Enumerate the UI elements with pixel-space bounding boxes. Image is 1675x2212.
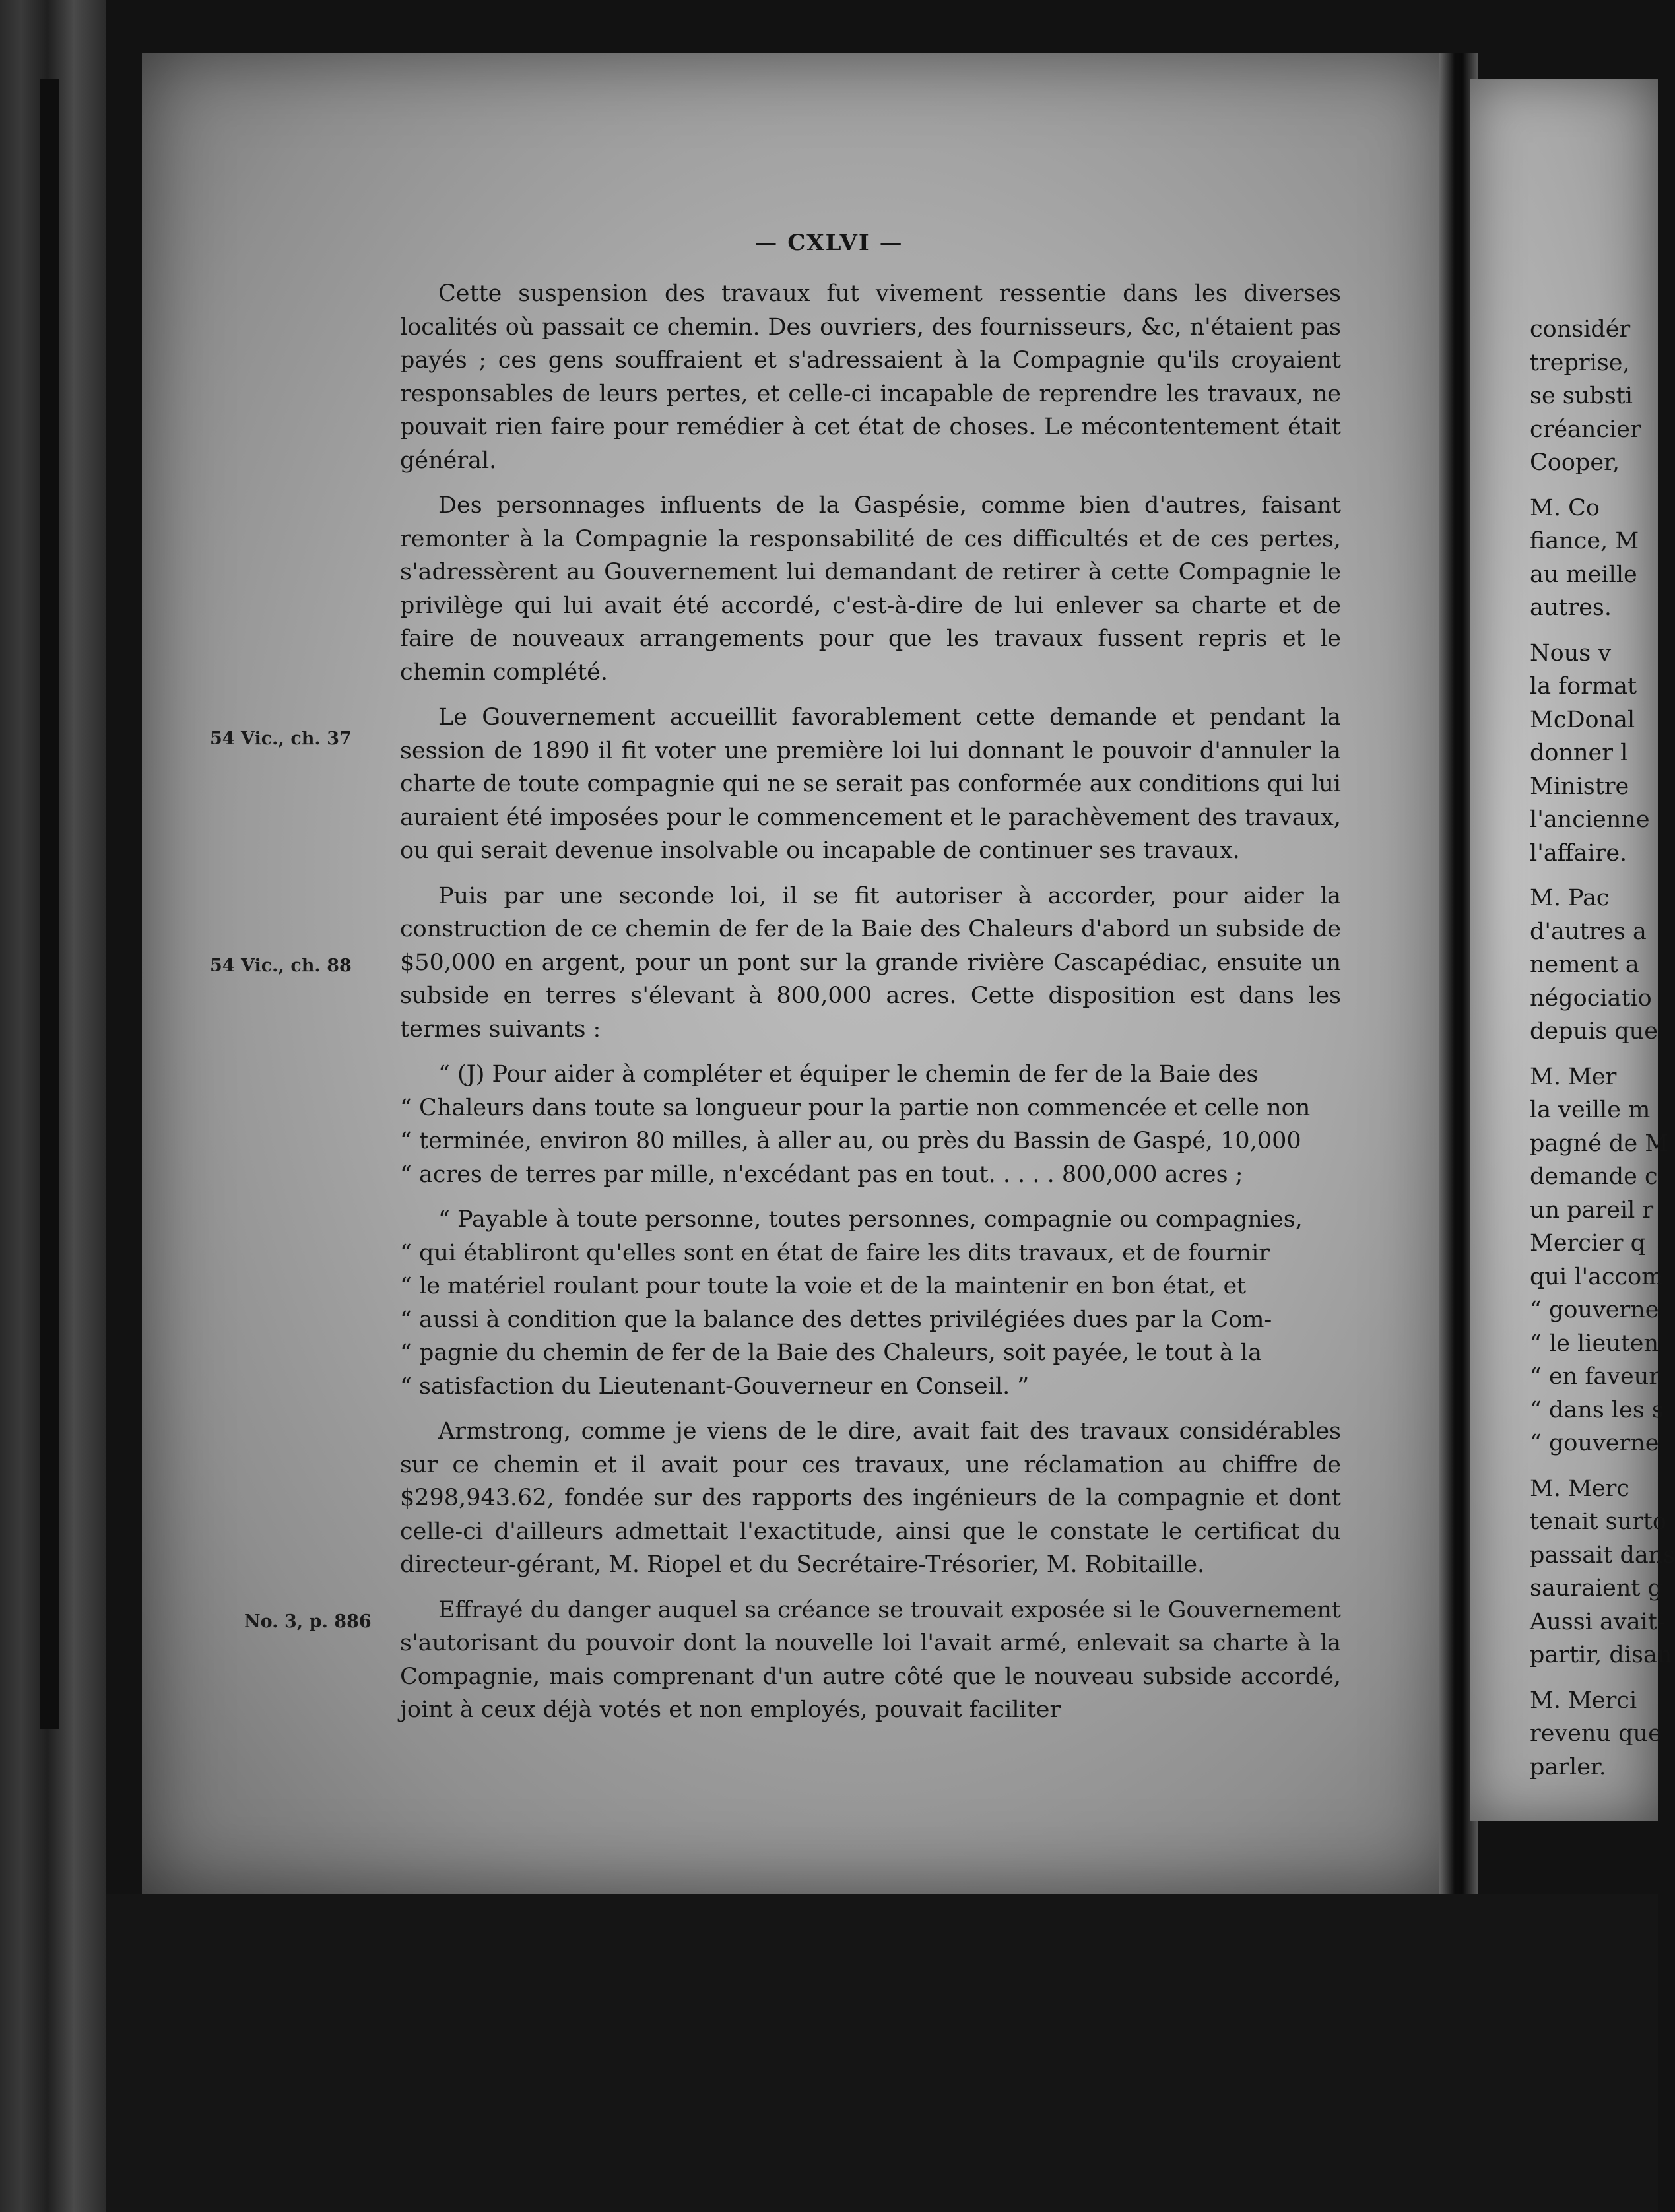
right-page-line: pagné de M [1530, 1130, 1669, 1157]
quote-line: “ qui établiront qu'elles sont en état de faire les dits travaux, et de fournir [400, 1239, 1270, 1266]
paragraph: Armstrong, comme je viens de le dire, avait fait des travaux considérables sur ce chemin et il avait pour ces travaux, une réclamation au chiffre de $298,943.62, fondée sur des rapports des ingénieurs de la compagnie et dont celle-ci d'ailleurs admettait l'exactitude, ainsi que le constate le certificat du directeur-gérant, M. Riopel et du Secrétaire-Trésorier, M. Robitaille. [400, 1418, 1341, 1578]
margin-note: No. 3, p. 886 [244, 1611, 372, 1632]
right-page-line: depuis que [1530, 1018, 1659, 1045]
right-page-line: revenu que [1530, 1720, 1662, 1747]
right-page-line: “ gouverne [1530, 1430, 1659, 1456]
right-page-line: Ministre [1530, 773, 1629, 800]
right-page-line: passait dans [1530, 1542, 1675, 1569]
film-edge-left [0, 0, 106, 2212]
quote-line: “ acres de terres par mille, n'excédant pas en tout. . . . . 800,000 acres ; [400, 1161, 1243, 1188]
right-page-line: Aussi avait- [1530, 1608, 1665, 1635]
right-page-line: demande c [1530, 1163, 1658, 1190]
quote-line: “ Chaleurs dans toute sa longueur pour la partie non commencée et celle non [400, 1094, 1311, 1121]
right-page-line: un pareil r [1530, 1196, 1654, 1223]
right-page-line: M. Pac [1530, 885, 1610, 911]
right-page-line: tenait surto [1530, 1509, 1666, 1535]
right-page-line: la format [1530, 673, 1637, 699]
paragraph-gap [1530, 1672, 1675, 1684]
quoted-law-paragraph [400, 1058, 1341, 1191]
quote-line: “ pagnie du chemin de fer de la Baie des Chaleurs, soit payée, le tout à la [400, 1340, 1262, 1366]
margin-note: 54 Vic., ch. 88 [210, 956, 352, 976]
paragraph-gap [1530, 870, 1675, 882]
right-page-line: nement a [1530, 952, 1639, 978]
right-page-body [1530, 313, 1675, 1784]
quote-line: “ satisfaction du Lieutenant-Gouverneur en Conseil. ” [400, 1373, 1030, 1400]
right-page-line: l'ancienne [1530, 806, 1650, 833]
right-page-line: “ en faveur [1530, 1363, 1660, 1390]
paragraph: Des personnages influents de la Gaspésie, comme bien d'autres, faisant remonter à la Compagnie la responsabilité de ces difficultés et de ces pertes, s'adressèrent au Gouvernement lui demandant de retirer à cette Compagnie le privilège qui lui avait été accordé, c'est-à-dire de lui enlever sa charte et de faire de nouveaux arrangements pour que les travaux fussent repris et le chemin complété. [400, 492, 1341, 686]
right-page-line: M. Co [1530, 494, 1600, 521]
right-page-line: la veille m [1530, 1097, 1651, 1123]
right-page-line: l'affaire. [1530, 839, 1627, 866]
quote-line: “ Payable à toute personne, toutes personnes, compagnie ou compagnies, [438, 1206, 1303, 1233]
right-page-line: “ dans les s [1530, 1396, 1664, 1423]
right-page-line: sauraient g [1530, 1575, 1663, 1602]
right-page-line: “ gouverne [1530, 1297, 1659, 1323]
right-page-line: autres. [1530, 595, 1612, 621]
paragraph: Le Gouvernement accueillit favorablement cette demande et pendant la session de 1890 il fit voter une première loi lui donnant le pouvoir d'annuler la charte de toute compagnie qui ne se serait pas conformée aux conditions qui lui auraient été imposées pour le commencement et le parachèvement des travaux, ou qui serait devenue insolvable ou incapable de continuer ses travaux. [400, 704, 1341, 864]
margin-note: 54 Vic., ch. 37 [210, 729, 352, 749]
right-page-line: fiance, M [1530, 528, 1639, 554]
right-page-line: parler. [1530, 1753, 1606, 1780]
right-page-line: Cooper, [1530, 449, 1620, 476]
right-page-line: se substi [1530, 383, 1633, 409]
left-page-body [400, 277, 1341, 1739]
right-page-line: créancier [1530, 416, 1641, 443]
paragraph-gap [1530, 1049, 1675, 1060]
right-page-line: donner l [1530, 740, 1628, 766]
quote-line: “ aussi à condition que la balance des dettes privilégiées dues par la Com- [400, 1306, 1272, 1333]
right-page-line: partir, disan [1530, 1642, 1672, 1668]
right-page-line: négociatio [1530, 985, 1652, 1012]
right-page-line: Nous v [1530, 639, 1612, 667]
right-page-line: treprise, [1530, 349, 1630, 376]
right-page-line: qui l'accom [1530, 1263, 1664, 1290]
right-page-line: “ le lieuten [1530, 1330, 1659, 1357]
right-page-line: M. Merci [1530, 1687, 1637, 1714]
right-page-line: M. Merc [1530, 1475, 1629, 1502]
quote-line: “ (J) Pour aider à compléter et équiper le chemin de fer de la Baie des [438, 1061, 1259, 1088]
right-page-line: Mercier q [1530, 1230, 1646, 1256]
right-page-line: considér [1530, 316, 1631, 342]
paragraph-gap [1530, 480, 1675, 492]
quote-line: “ terminée, environ 80 milles, à aller au, ou près du Bassin de Gaspé, 10,000 [400, 1128, 1301, 1154]
paragraph: Puis par une seconde loi, il se fit autoriser à accorder, pour aider la construction de ce chemin de fer de la Baie des Chaleurs d'abord un subside de $50,000 en argent, pour un pont sur la grande rivière Cascapédiac, ensuite un subside en terres s'élevant à 800,000 acres. Cette disposition est dans les termes suivants : [400, 882, 1341, 1043]
right-page-line: au meille [1530, 561, 1637, 588]
film-strip [40, 79, 59, 1729]
right-page-line: McDonal [1530, 706, 1635, 733]
film-edge-bottom [106, 1894, 1658, 2212]
paragraph-gap [1530, 625, 1675, 637]
paragraph: Effrayé du danger auquel sa créance se trouvait exposée si le Gouvernement s'autorisant du pouvoir dont la nouvelle loi l'avait armé, enlevait sa charte à la Compagnie, mais comprenant d'un autre côté que le nouveau subside accordé, joint à ceux déjà votés et non employés, pouvait faciliter [400, 1596, 1341, 1723]
paragraph: Cette suspension des travaux fut vivement ressentie dans les diverses localités où passait ce chemin. Des ouvriers, des fournisseurs, &c, n'étaient pas payés ; ces gens souffraient et s'adressaient à la Compagnie qu'ils croyaient responsables de leurs pertes, et celle-ci incapable de reprendre les travaux, ne pouvait rien faire pour remédier à cet état de choses. Le mécontentement était général. [400, 280, 1341, 474]
quote-line: “ le matériel roulant pour toute la voie et de la maintenir en bon état, et [400, 1273, 1247, 1299]
right-page-line: M. Mer [1530, 1063, 1617, 1090]
paragraph-gap [1530, 1460, 1675, 1472]
page-number: — CXLVI — [754, 230, 903, 256]
right-page-line: d'autres a [1530, 918, 1647, 945]
quoted-law-paragraph [400, 1203, 1341, 1403]
